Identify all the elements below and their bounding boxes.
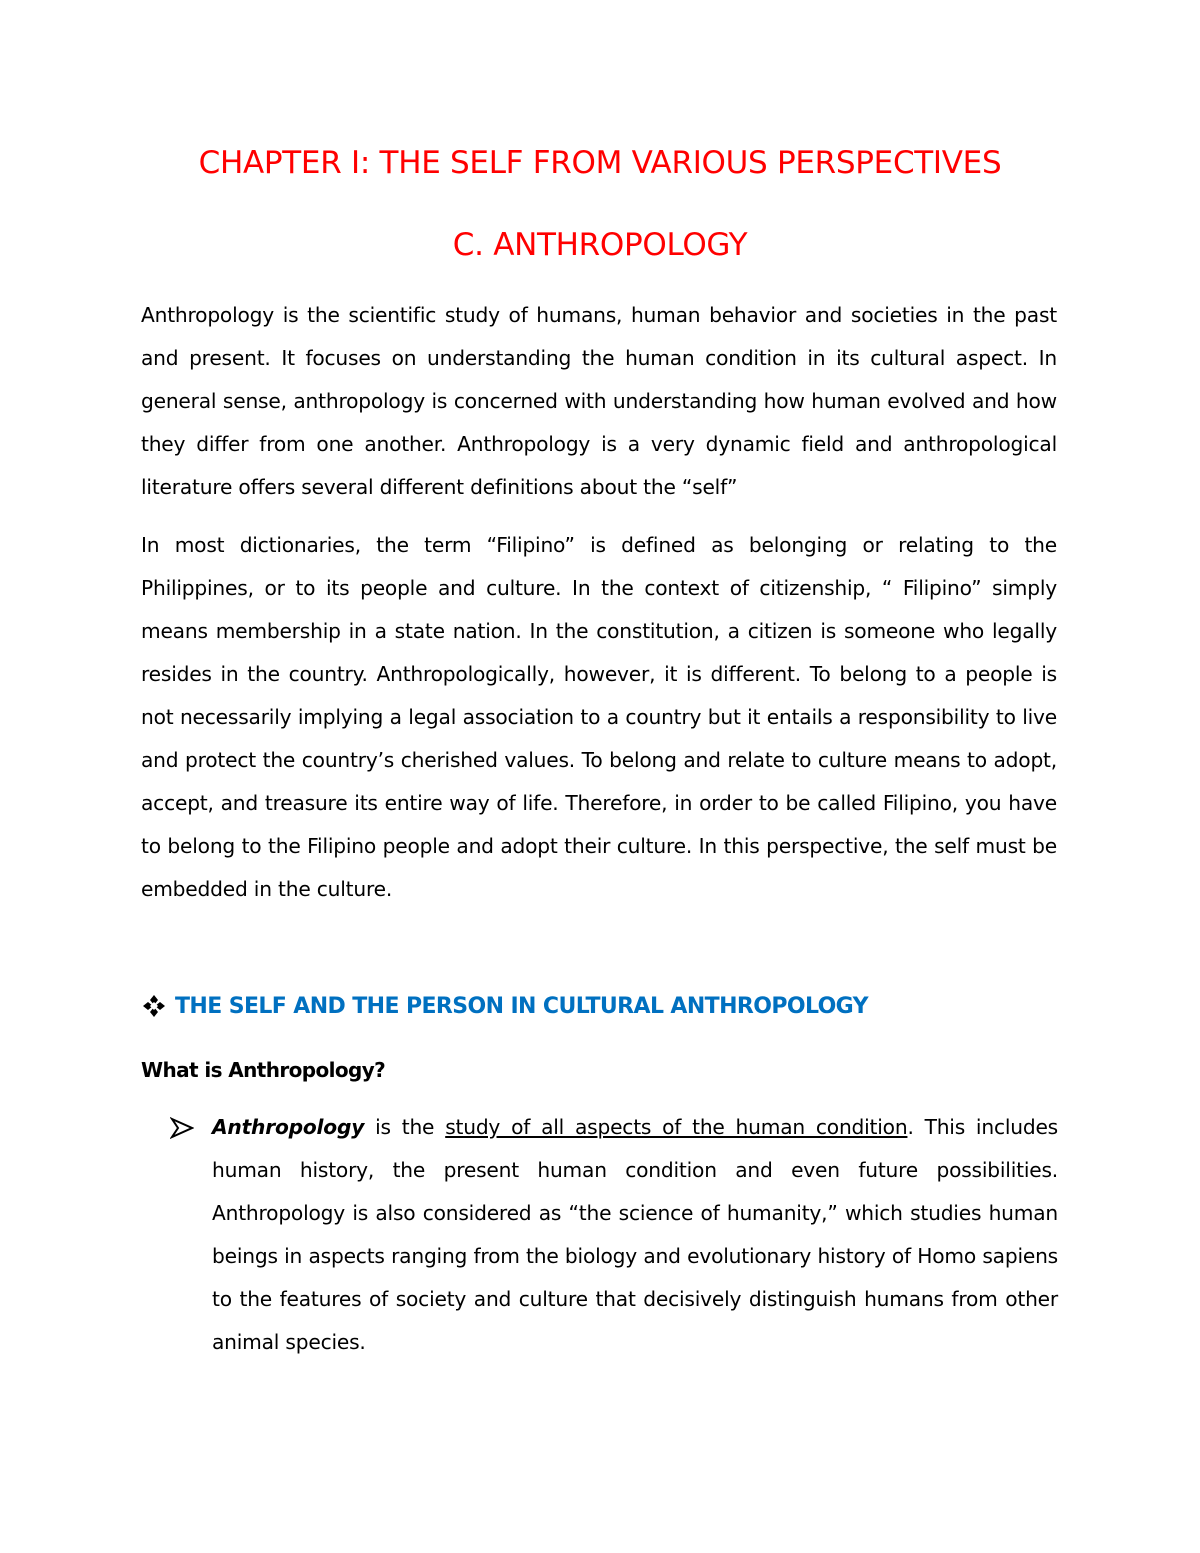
bullet-text (212, 1106, 1058, 1364)
intro-paragraph: Anthropology is the scientific study of humans, human behavior and societies in the past and present. It focuses on understanding the human condition in its cultural aspect. In general sense, anthropology is concerned with understanding how human evolved and how they differ from one another. Anthropology is a very dynamic field and anthropological literature offers several different definitions about the “self” (141, 303, 1057, 499)
bullet-text-rest: . This includes human history, the present human condition and even future possibilities. Anthropology is also considered as “the science of humanity,” which studies human beings in aspects ranging from the biology and evolutionary history of Homo sapiens to the features of society and culture that decisively distinguish humans from other animal species. (212, 1115, 1058, 1354)
section-heading (141, 986, 1057, 1026)
bullet-underlined-phrase: study of all aspects of the human condition (445, 1115, 908, 1139)
subheading: What is Anthropology? (141, 1058, 386, 1082)
bullet-text-lead: is the (364, 1115, 446, 1139)
arrow-bullet-icon (170, 1117, 194, 1139)
chapter-title: CHAPTER I: THE SELF FROM VARIOUS PERSPECTIVES (198, 145, 1002, 181)
filipino-paragraph: In most dictionaries, the term “Filipino” is defined as belonging or relating to the Philippines, or to its people and culture. In the context of citizenship, “ Filipino” simply means membership in a state nation. In the constitution, a citizen is someone who legally resides in the country. Anthropologically, however, it is different. To belong to a people is not necessarily implying a legal association to a country but it entails a responsibility to live and protect the country’s cherished values. To belong and relate to culture means to adopt, accept, and treasure its entire way of life. Therefore, in order to be called Filipino, you have to belong to the Filipino people and adopt their culture. In this perspective, the self must be embedded in the culture. (141, 533, 1057, 901)
bullet-term: Anthropology (212, 1115, 365, 1139)
diamond-bullet-icon (141, 993, 167, 1019)
section-title: C. ANTHROPOLOGY (452, 227, 748, 263)
section-heading-text: THE SELF AND THE PERSON IN CULTURAL ANTHROPOLOGY (175, 993, 868, 1019)
